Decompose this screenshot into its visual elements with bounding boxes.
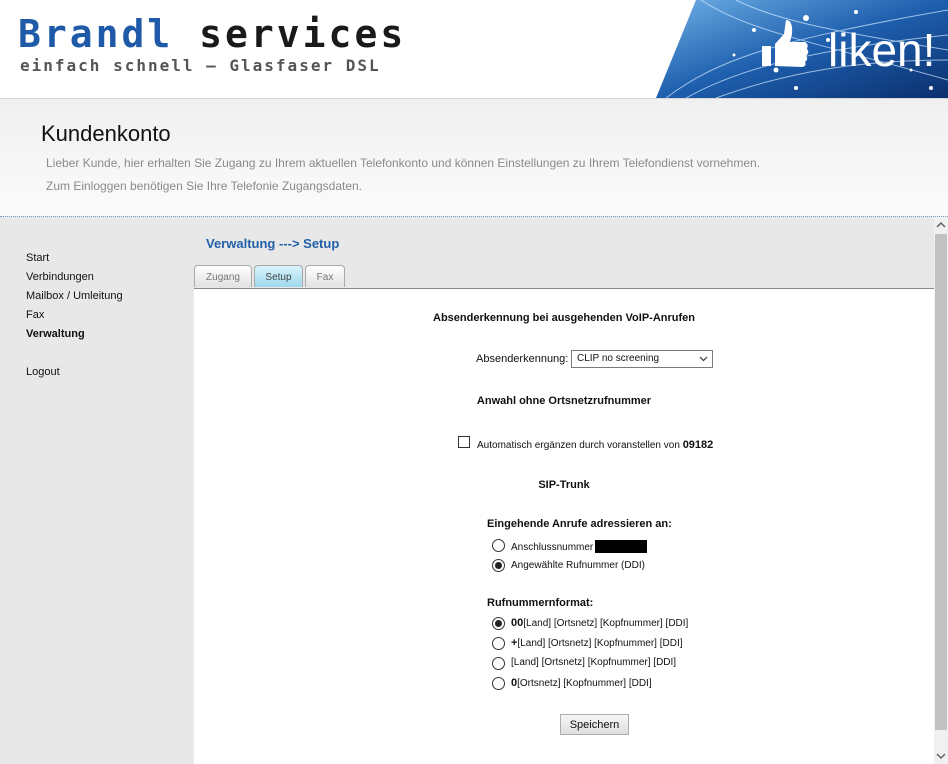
sidebar-item-mailbox[interactable]: Mailbox / Umleitung <box>26 290 123 302</box>
tab-setup[interactable]: Setup <box>254 265 303 287</box>
format-radio-land[interactable] <box>492 657 505 670</box>
incoming-label-ddi: Angewählte Rufnummer (DDI) <box>511 560 645 571</box>
sip-trunk-heading: SIP-Trunk <box>538 479 590 491</box>
brand-logo <box>18 10 406 58</box>
auto-complete-text: Automatisch ergänzen durch voranstellen von <box>477 440 680 451</box>
auto-complete-code: 09182 <box>682 439 714 451</box>
scroll-down-arrow-icon[interactable] <box>934 748 948 764</box>
account-intro <box>0 99 948 216</box>
save-button[interactable]: Speichern <box>560 714 629 735</box>
format-label-00 <box>511 617 688 629</box>
scroll-up-arrow-icon[interactable] <box>934 217 948 233</box>
page-title: Kundenkonto <box>41 121 171 146</box>
account-login-hint: Zum Einloggen benötigen Sie Ihre Telefonie Zugangsdaten. <box>46 179 363 193</box>
format-rest: [Land] [Ortsnetz] [Kopfnummer] [DDI] <box>511 657 677 668</box>
like-text: liken! <box>828 24 936 76</box>
caller-id-select-value: CLIP no screening <box>577 353 660 364</box>
sidebar-item-verbindungen[interactable]: Verbindungen <box>26 271 94 283</box>
caller-id-heading: Absenderkennung bei ausgehenden VoIP-Anrufen <box>433 312 695 324</box>
tab-fax[interactable]: Fax <box>305 265 345 287</box>
format-rest: [Land] [Ortsnetz] [Kopfnummer] [DDI] <box>523 618 689 629</box>
auto-complete-label <box>477 439 713 451</box>
brand-name-part1: Brandl <box>18 12 174 56</box>
format-prefix: + <box>511 637 518 649</box>
dial-heading: Anwahl ohne Ortsnetzrufnummer <box>476 395 652 407</box>
brand-tagline: einfach schnell – Glasfaser DSL <box>20 56 381 75</box>
auto-complete-checkbox[interactable] <box>458 436 470 448</box>
caller-id-label: Absenderkennung: <box>476 353 569 365</box>
breadcrumb: Verwaltung ---> Setup <box>206 236 340 251</box>
vertical-scrollbar[interactable] <box>934 217 948 764</box>
incoming-label-anschlussnummer <box>511 540 647 553</box>
format-heading: Rufnummernformat: <box>487 597 594 609</box>
sidebar-item-verwaltung[interactable]: Verwaltung <box>26 328 85 340</box>
brand-name-part2: services <box>199 12 407 56</box>
format-label-0 <box>511 677 652 689</box>
format-rest: [Land] [Ortsnetz] [Kopfnummer] [DDI] <box>517 638 683 649</box>
incoming-radio-anschlussnummer[interactable] <box>492 539 505 552</box>
header-banner <box>0 0 948 99</box>
caller-id-select[interactable] <box>571 350 713 368</box>
account-description: Lieber Kunde, hier erhalten Sie Zugang zu Ihrem aktuellen Telefonkonto und können Einstellungen zu Ihrem Telefondienst vornehmen. <box>46 156 761 170</box>
tab-zugang[interactable]: Zugang <box>194 265 252 287</box>
incoming-option-text: Anschlussnummer <box>511 542 594 553</box>
format-prefix: 0 <box>511 677 518 689</box>
sidebar-item-fax[interactable]: Fax <box>26 309 45 321</box>
format-radio-plus[interactable] <box>492 637 505 650</box>
chevron-down-icon <box>699 354 708 363</box>
format-radio-00[interactable] <box>492 617 505 630</box>
format-label-plus <box>511 637 683 649</box>
sidebar-item-logout[interactable]: Logout <box>26 366 60 378</box>
scroll-thumb[interactable] <box>935 234 947 730</box>
redacted-number <box>595 540 647 553</box>
incoming-radio-ddi[interactable] <box>492 559 505 572</box>
incoming-heading: Eingehende Anrufe adressieren an: <box>487 518 672 530</box>
sidebar <box>0 217 194 764</box>
format-radio-0[interactable] <box>492 677 505 690</box>
format-rest: [Ortsnetz] [Kopfnummer] [DDI] <box>517 678 652 689</box>
sidebar-item-start[interactable]: Start <box>26 252 50 264</box>
format-prefix: 00 <box>511 617 524 629</box>
format-label-land <box>511 657 676 668</box>
